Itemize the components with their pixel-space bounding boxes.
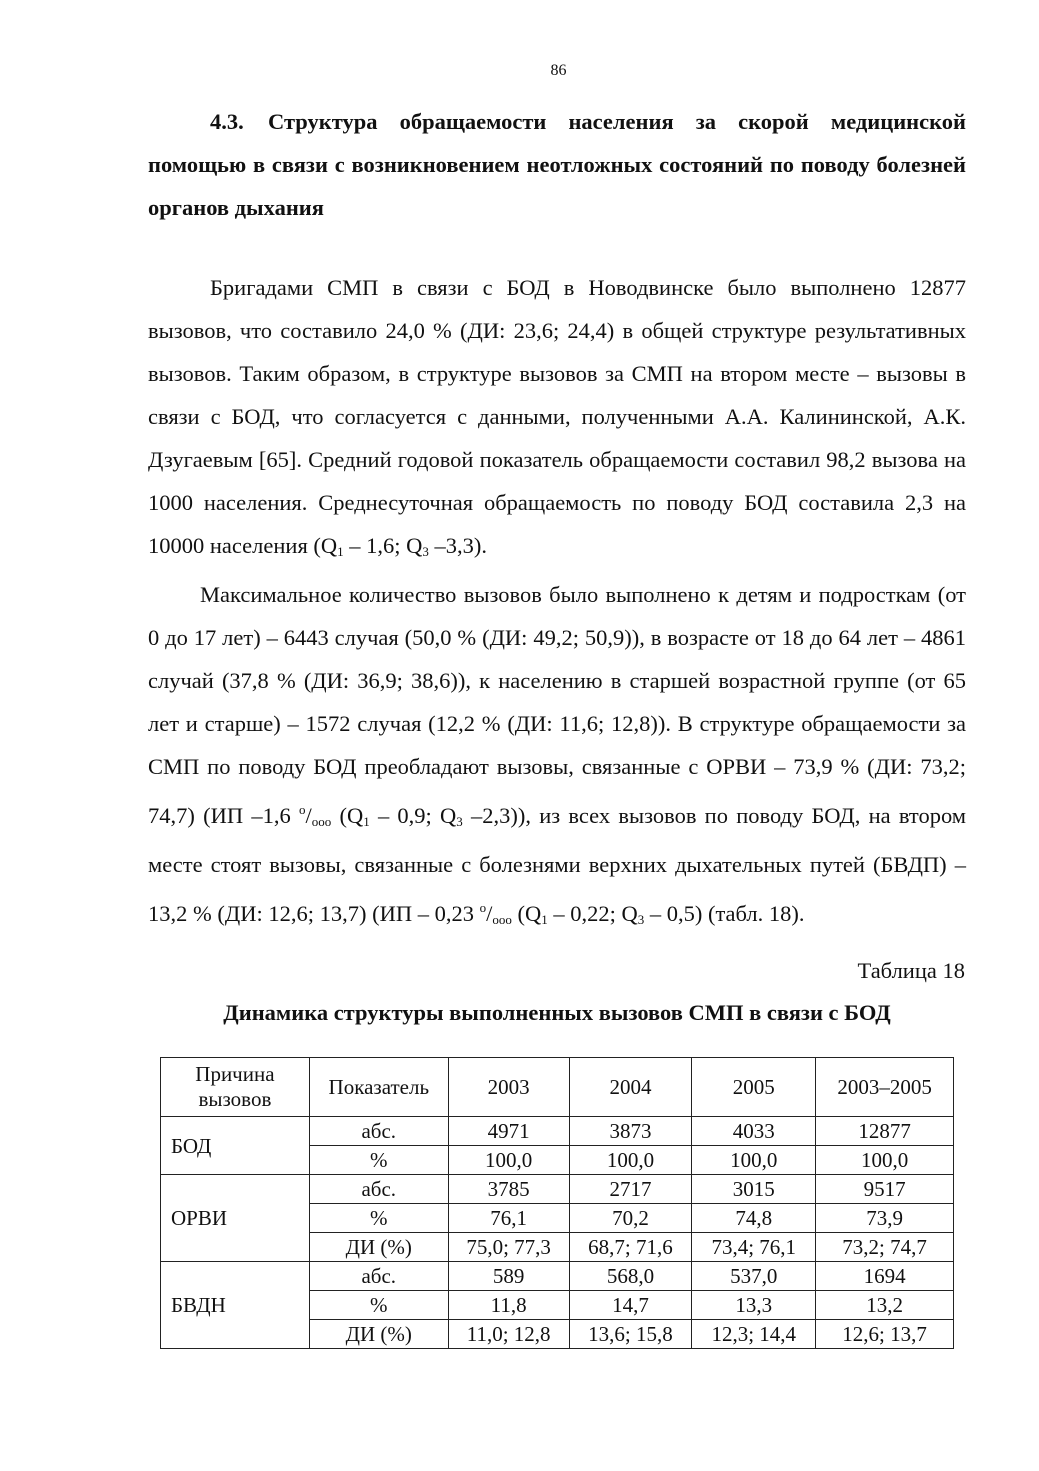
table-row xyxy=(161,1262,954,1291)
paragraph-2 xyxy=(148,573,966,941)
table-row xyxy=(161,1175,954,1204)
value-cell: 74,8 xyxy=(692,1204,816,1233)
slash: / xyxy=(305,803,312,828)
value-cell: 537,0 xyxy=(692,1262,816,1291)
slash: / xyxy=(486,901,493,926)
value-cell: 73,4; 76,1 xyxy=(692,1233,816,1262)
indicator-cell: абс. xyxy=(309,1117,448,1146)
cause-cell: БВДН xyxy=(161,1262,310,1349)
value-cell: 11,0; 12,8 xyxy=(448,1320,569,1349)
paragraph-1-text: – 1,6; Q xyxy=(343,533,423,558)
indicator-cell: % xyxy=(309,1146,448,1175)
value-cell: 76,1 xyxy=(448,1204,569,1233)
value-cell: 12,3; 14,4 xyxy=(692,1320,816,1349)
table-label: Таблица 18 xyxy=(857,958,965,983)
value-cell: 589 xyxy=(448,1262,569,1291)
value-cell: 14,7 xyxy=(569,1291,692,1320)
section-number: 4.3. xyxy=(210,109,244,134)
subscript: 1 xyxy=(541,912,548,927)
paragraph-2-text: –2,3)), из всех вызовов по поводу БОД, на втором месте стоят вызовы, связанные с болезнями верхних дыхательных путей (БВДП) – 13,2 % (ДИ: 12,6; 13,7) (ИП – 0,23 xyxy=(148,803,967,926)
paragraph-2-text: (Q xyxy=(331,803,364,828)
subscript: 3 xyxy=(637,912,645,927)
table-title: Динамика структуры выполненных вызовов СМП в связи с БОД xyxy=(223,1000,891,1025)
section-title: Структура обращаемости населения за скорой медицинской помощью в связи с возникновением неотложных состояний по поводу болезней органов дыхания xyxy=(148,109,966,220)
page-number: 86 xyxy=(550,62,567,79)
paragraph-2-text: Максимальное количество вызовов было выполнено к детям и подросткам (от 0 до 17 лет) – 6443 случая (50,0 % (ДИ: 49,2; 50,9)), в возрасте от 18 до 64 лет – 4861 случай (37,8 % (ДИ: 36,9; 38,6)), к населению в старшей возрастной группе (от 65 лет и старше) – 1572 случая (12,2 % (ДИ: 11,6; 12,8)). В структуре обращаемости за СМП по поводу БОД преобладают вызовы, связанные с ОРВИ – 73,9 % (ДИ: 73,2; 74,7) (ИП –1,6 xyxy=(148,582,966,828)
superscript: о xyxy=(298,802,306,817)
subscript: 1 xyxy=(363,814,370,829)
column-header: Причина вызовов xyxy=(161,1058,310,1117)
value-cell: 4971 xyxy=(448,1117,569,1146)
value-cell: 11,8 xyxy=(448,1291,569,1320)
value-cell: 568,0 xyxy=(569,1262,692,1291)
paragraph-2-text: – 0,22; Q xyxy=(547,901,638,926)
column-header: Показатель xyxy=(309,1058,448,1117)
column-header: 2004 xyxy=(569,1058,692,1117)
table-row xyxy=(161,1117,954,1146)
value-cell: 2717 xyxy=(569,1175,692,1204)
value-cell: 13,3 xyxy=(692,1291,816,1320)
value-cell: 100,0 xyxy=(816,1146,954,1175)
value-cell: 3785 xyxy=(448,1175,569,1204)
value-cell: 100,0 xyxy=(692,1146,816,1175)
column-header: 2003 xyxy=(448,1058,569,1117)
indicator-cell: ДИ (%) xyxy=(309,1233,448,1262)
body-text xyxy=(148,266,966,941)
subscript: 3 xyxy=(422,544,429,559)
indicator-cell: абс. xyxy=(309,1175,448,1204)
indicator-cell: абс. xyxy=(309,1262,448,1291)
value-cell: 100,0 xyxy=(569,1146,692,1175)
value-cell: 73,9 xyxy=(816,1204,954,1233)
subscript: ооо xyxy=(311,814,332,829)
data-table xyxy=(160,1057,954,1349)
indicator-cell: % xyxy=(309,1291,448,1320)
value-cell: 9517 xyxy=(816,1175,954,1204)
value-cell: 75,0; 77,3 xyxy=(448,1233,569,1262)
indicator-cell: % xyxy=(309,1204,448,1233)
value-cell: 12,6; 13,7 xyxy=(816,1320,954,1349)
column-header: 2005 xyxy=(692,1058,816,1117)
table-header-row xyxy=(161,1058,954,1117)
paragraph-2-text: – 0,5) (табл. 18). xyxy=(644,901,805,926)
value-cell: 12877 xyxy=(816,1117,954,1146)
cause-cell: ОРВИ xyxy=(161,1175,310,1262)
value-cell: 4033 xyxy=(692,1117,816,1146)
value-cell: 3873 xyxy=(569,1117,692,1146)
paragraph-1-text: Бригадами СМП в связи с БОД в Новодвинске было выполнено 12877 вызовов, что составило 24,0 % (ДИ: 23,6; 24,4) в общей структуре результативных вызовов. Таким образом, в структуре вызовов за СМП на втором месте – вызовы в связи с БОД, что согласуется с данными, полученными А.А. Калининской, А.К. Дзугаевым [65]. Средний годовой показатель обращаемости составил 98,2 вызова на 1000 населения. Среднесуточная обращаемость по поводу БОД составила 2,3 на 10000 населения (Q xyxy=(148,275,966,558)
value-cell: 3015 xyxy=(692,1175,816,1204)
subscript: 1 xyxy=(337,544,344,559)
value-cell: 13,6; 15,8 xyxy=(569,1320,692,1349)
value-cell: 68,7; 71,6 xyxy=(569,1233,692,1262)
paragraph-2-text: (Q xyxy=(511,901,542,926)
indicator-cell: ДИ (%) xyxy=(309,1320,448,1349)
superscript: о xyxy=(479,900,487,915)
value-cell: 1694 xyxy=(816,1262,954,1291)
paragraph-2-text: – 0,9; Q xyxy=(369,803,457,828)
subscript: 3 xyxy=(456,814,463,829)
value-cell: 13,2 xyxy=(816,1291,954,1320)
paragraph-1-text: –3,3). xyxy=(428,533,488,558)
column-header: 2003–2005 xyxy=(816,1058,954,1117)
value-cell: 73,2; 74,7 xyxy=(816,1233,954,1262)
cause-cell: БОД xyxy=(161,1117,310,1175)
section-heading xyxy=(148,100,966,229)
value-cell: 70,2 xyxy=(569,1204,692,1233)
paragraph-1 xyxy=(148,266,966,573)
value-cell: 100,0 xyxy=(448,1146,569,1175)
subscript: ооо xyxy=(492,912,512,927)
